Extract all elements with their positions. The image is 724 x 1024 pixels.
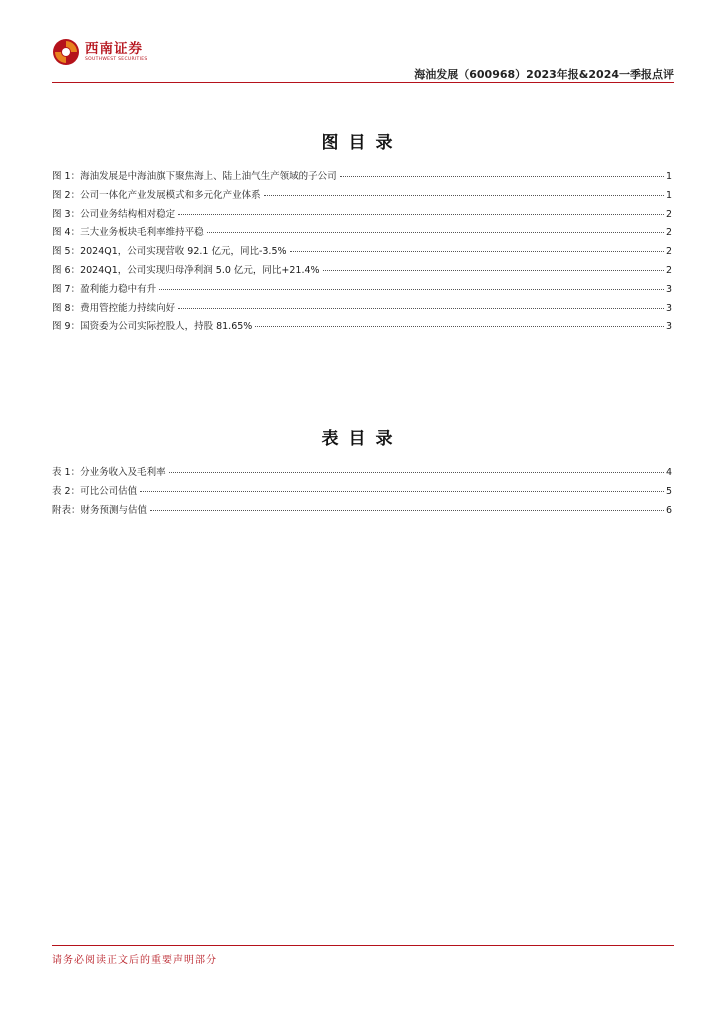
- page-header: [52, 38, 674, 82]
- leader-dots: [207, 232, 664, 233]
- figure-index-label: 图 6：2024Q1，公司实现归母净利润 5.0 亿元，同比+21.4%: [52, 264, 320, 276]
- figure-index-label: 图 1：海油发展是中海油旗下聚焦海上、陆上油气生产领域的子公司: [52, 171, 337, 182]
- leader-dots: [290, 251, 664, 252]
- report-title: 海油发展（600968）2023年报&2024一季报点评: [414, 68, 674, 81]
- figure-index-page: 3: [665, 321, 672, 333]
- leader-dots: [178, 214, 664, 215]
- figure-index-item[interactable]: [52, 300, 672, 319]
- header-divider: [52, 82, 674, 83]
- table-index-page: 6: [665, 504, 672, 516]
- southwest-securities-logo-icon: [52, 38, 80, 66]
- table-index-label: 表 1：分业务收入及毛利率: [52, 467, 166, 478]
- table-index-item[interactable]: [52, 464, 672, 483]
- leader-dots: [150, 510, 664, 511]
- table-index-item[interactable]: [52, 483, 672, 502]
- table-index-title: 表目录: [321, 429, 403, 449]
- figure-index-item[interactable]: [52, 262, 672, 281]
- figure-index-page: 2: [665, 208, 672, 220]
- leader-dots: [140, 491, 664, 492]
- table-index-page: 4: [665, 467, 672, 478]
- figure-index-page: 2: [665, 227, 672, 239]
- figure-index-page: 2: [665, 264, 672, 276]
- table-index-list: [52, 464, 672, 520]
- figure-index-page: 3: [665, 283, 672, 295]
- table-index-item[interactable]: [52, 502, 672, 521]
- table-index-label: 附表：财务预测与估值: [52, 504, 148, 516]
- leader-dots: [255, 326, 664, 327]
- footer-divider: [52, 945, 674, 946]
- leader-dots: [178, 308, 664, 309]
- leader-dots: [169, 472, 664, 473]
- figure-index-label: 图 7：盈利能力稳中有升: [52, 283, 157, 295]
- leader-dots: [323, 270, 664, 271]
- figure-index-label: 图 8：费用管控能力持续向好: [52, 302, 176, 314]
- figure-index-label: 图 5：2024Q1，公司实现营收 92.1 亿元，同比-3.5%: [52, 246, 287, 258]
- figure-index-label: 图 3：公司业务结构相对稳定: [52, 208, 176, 220]
- logo-english-name: SOUTHWEST SECURITIES: [85, 57, 148, 62]
- table-index-page: 5: [665, 485, 672, 497]
- figure-index-label: 图 4：三大业务板块毛利率维持平稳: [52, 227, 204, 239]
- figure-index-page: 1: [665, 189, 672, 201]
- leader-dots: [264, 195, 664, 196]
- leader-dots: [340, 176, 664, 177]
- figure-index-page: 2: [665, 246, 672, 258]
- figure-index-page: 1: [665, 171, 672, 182]
- figure-index-item[interactable]: [52, 318, 672, 337]
- figure-index-label: 图 2：公司一体化产业发展模式和多元化产业体系: [52, 189, 261, 201]
- figure-index-page: 3: [665, 302, 672, 314]
- figure-index-label: 图 9：国资委为公司实际控股人，持股 81.65%: [52, 321, 253, 333]
- figure-index-item[interactable]: [52, 187, 672, 206]
- logo-chinese-name: 西南证券: [85, 41, 143, 57]
- figure-index-title: 图目录: [321, 133, 403, 153]
- figure-index-item[interactable]: [52, 243, 672, 262]
- disclaimer-notice: 请务必阅读正文后的重要声明部分: [52, 955, 217, 966]
- table-index-label: 表 2：可比公司估值: [52, 485, 138, 497]
- company-logo: [52, 38, 148, 66]
- figure-index-item[interactable]: [52, 224, 672, 243]
- figure-index-item[interactable]: [52, 206, 672, 225]
- figure-index-item[interactable]: [52, 281, 672, 300]
- figure-index-list: [52, 168, 672, 337]
- leader-dots: [159, 289, 664, 290]
- figure-index-item[interactable]: [52, 168, 672, 187]
